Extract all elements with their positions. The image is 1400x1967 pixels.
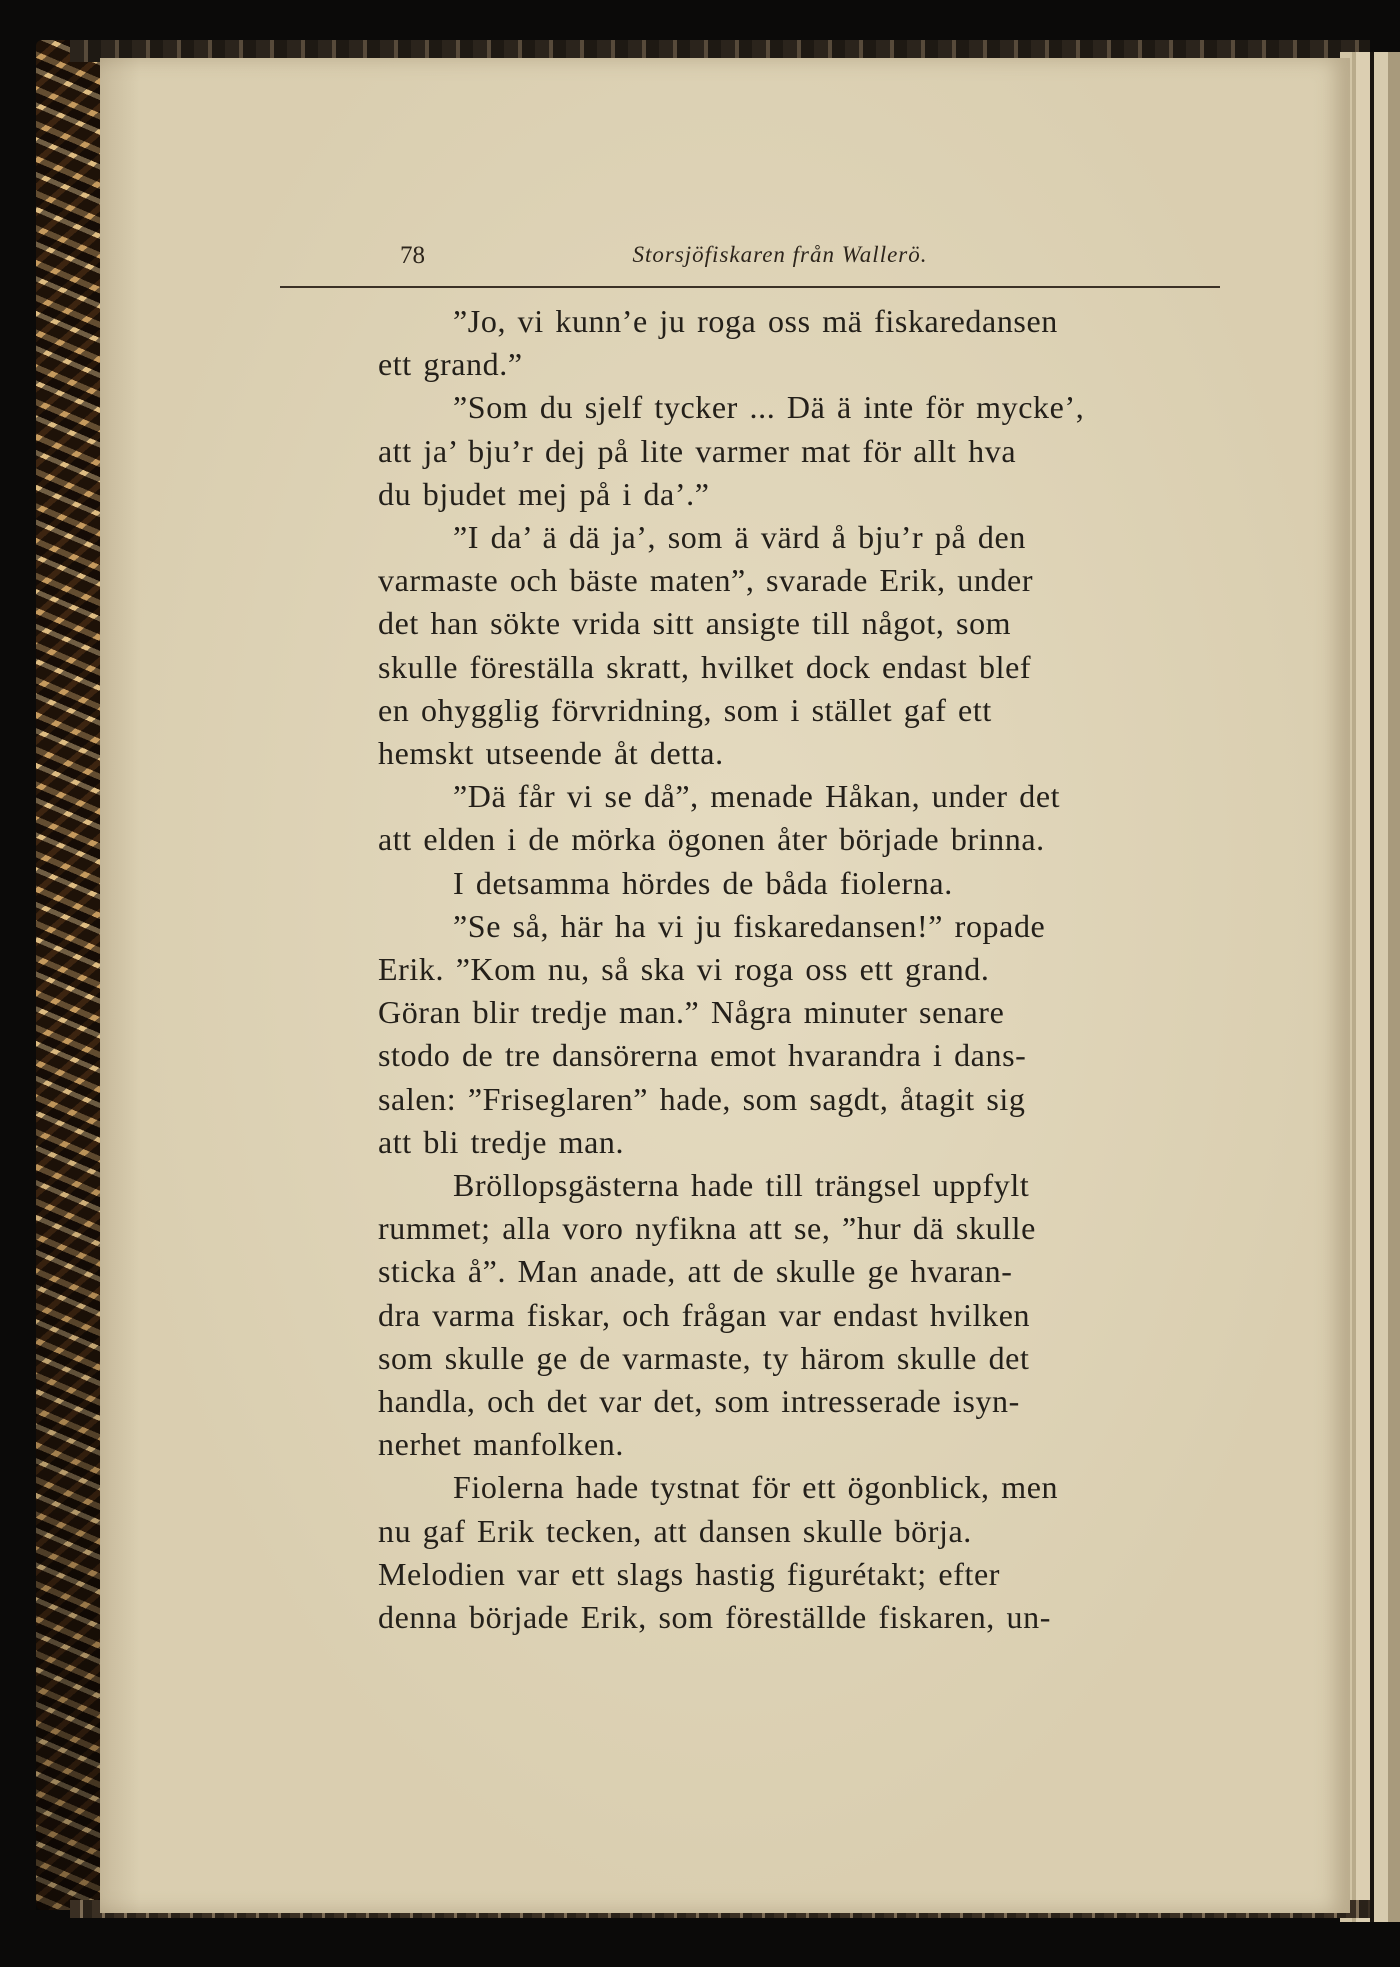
paragraph [378, 386, 1220, 516]
text-line: att ja’ bju’r dej på lite varmer mat för allt hva [378, 432, 1017, 469]
text-line: ”Se så, här ha vi ju fiskaredansen!” ropade [453, 907, 1046, 944]
text-line: varmaste och bäste maten”, svarade Erik, under [378, 562, 1034, 599]
text-line: Göran blir tredje man.” Några minuter senare [378, 994, 1005, 1031]
text-line: nu gaf Erik tecken, att dansen skulle börja. [378, 1512, 972, 1549]
text-line: stodo de tre dansörerna emot hvarandra i dans- [378, 1037, 1027, 1074]
text-line: denna började Erik, som föreställde fiskaren, un- [378, 1599, 1051, 1636]
text-line: Bröllopsgästerna hade till trängsel uppfylt [453, 1167, 1030, 1204]
book-cover-edge [36, 40, 106, 1910]
paragraph [378, 905, 1220, 1164]
text-line: skulle föreställa skratt, hvilket dock endast blef [378, 648, 1032, 685]
body-text [378, 300, 1220, 1639]
text-line: ”Jo, vi kunn’e ju roga oss mä fiskaredansen [453, 303, 1058, 339]
text-line: rummet; alla voro nyfikna att se, ”hur dä skulle [378, 1210, 1036, 1247]
text-line: som skulle ge de varmaste, ty härom skulle det [378, 1339, 1030, 1376]
text-line: ”I da’ ä dä ja’, som ä värd å bju’r på den [453, 519, 1026, 556]
text-line: Fiolerna hade tystnat för ett ögonblick, men [453, 1469, 1059, 1506]
text-line: att elden i de mörka ögonen åter började brinna. [378, 821, 1045, 858]
text-line: hemskt utseende åt detta. [378, 735, 724, 772]
text-line: Erik. ”Kom nu, så ska vi roga oss ett grand. [378, 951, 990, 988]
text-line: det han sökte vrida sitt ansigte till något, som [378, 605, 1012, 642]
paragraph [378, 862, 1220, 905]
page-header [280, 242, 1220, 288]
text-line: I detsamma hördes de båda fiolerna. [453, 864, 953, 901]
text-line: ”Dä får vi se då”, menade Håkan, under det [453, 778, 1061, 815]
paragraph [378, 1164, 1220, 1466]
paragraph [378, 775, 1220, 861]
running-title: Storsjöfiskaren från Wallerö. [632, 242, 928, 267]
text-line: handla, och det var det, som intresserade isyn- [378, 1383, 1020, 1420]
paragraph [378, 1466, 1220, 1639]
paragraph [378, 516, 1220, 775]
paragraph [378, 300, 1220, 386]
text-line: sticka å”. Man anade, att de skulle ge hvaran- [378, 1253, 1013, 1290]
text-line: nerhet manfolken. [378, 1426, 624, 1463]
page-number: 78 [400, 242, 425, 269]
text-line: salen: ”Friseglaren” hade, som sagdt, åtagit sig [378, 1080, 1026, 1117]
text-line: dra varma fiskar, och frågan var endast hvilken [378, 1296, 1031, 1333]
text-line: ett grand.” [378, 346, 523, 383]
text-line: en ohygglig förvridning, som i stället gaf ett [378, 691, 992, 728]
text-line: Melodien var ett slags hastig figurétakt; efter [378, 1555, 1001, 1592]
text-line: du bjudet mej på i da’.” [378, 475, 710, 512]
text-line: ”Som du sjelf tycker ... Dä ä inte för mycke’, [453, 389, 1085, 426]
text-line: att bli tredje man. [378, 1123, 625, 1160]
